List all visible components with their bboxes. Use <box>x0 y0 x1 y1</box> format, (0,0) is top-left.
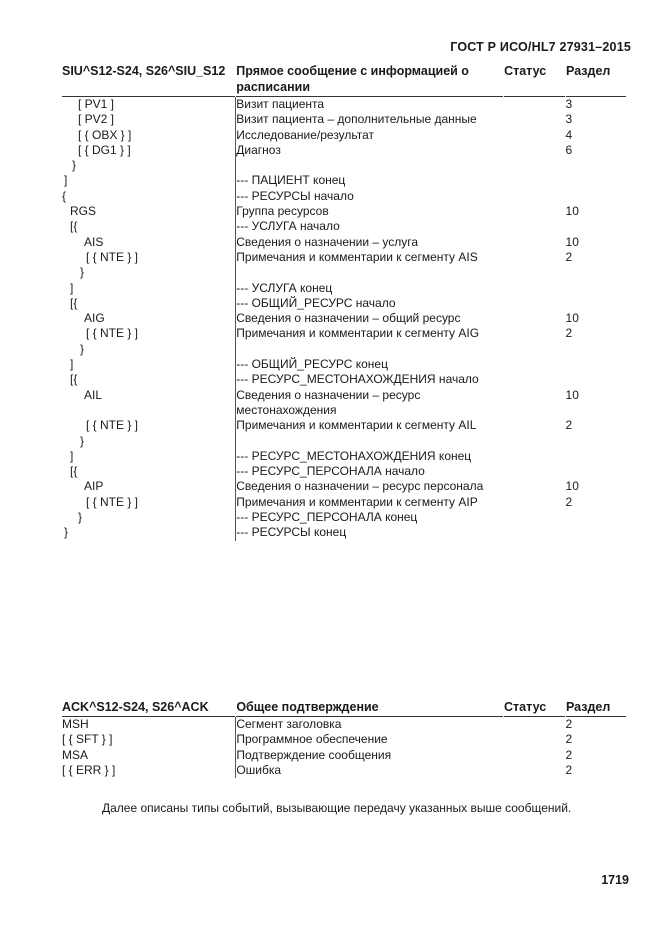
description-cell: Исследование/результат <box>236 128 504 143</box>
section-cell <box>566 357 627 372</box>
description-cell <box>236 158 504 173</box>
segment-cell: [ PV1 ] <box>78 97 115 111</box>
section-cell: 10 <box>565 311 579 326</box>
status-cell <box>504 219 566 234</box>
status-cell <box>504 143 566 158</box>
description-cell: --- РЕСУРСЫ конец <box>236 525 504 540</box>
status-cell <box>504 189 566 204</box>
segment-cell: AIS <box>84 234 104 249</box>
status-cell <box>504 748 566 763</box>
description-cell: Диагноз <box>236 143 504 158</box>
table-row <box>62 479 627 494</box>
segment-cell: [ { NTE } ] <box>86 418 139 433</box>
section-cell: 6 <box>565 142 573 157</box>
table-row <box>62 495 627 510</box>
section-cell: 2 <box>565 494 573 509</box>
segment-cell: ] <box>64 173 68 188</box>
description-cell: Программное обеспечение <box>236 732 504 747</box>
segment-cell: } <box>80 433 85 448</box>
table-row <box>62 158 627 173</box>
table-row <box>62 763 627 778</box>
description-cell: --- ОБЩИЙ_РЕСУРС начало <box>236 296 504 311</box>
table-row <box>62 204 627 219</box>
segment-cell: RGS <box>70 204 97 219</box>
description-cell: --- ОБЩИЙ_РЕСУРС конец <box>236 357 504 372</box>
status-cell <box>504 434 566 449</box>
description-cell: --- ПАЦИЕНТ конец <box>236 173 504 188</box>
table-row <box>62 372 627 387</box>
section-cell <box>566 219 627 234</box>
table-row <box>62 748 627 763</box>
status-cell <box>504 372 566 387</box>
section-cell: 4 <box>565 127 573 142</box>
table-header-row <box>62 63 627 97</box>
section-cell: 2 <box>565 747 573 762</box>
siu-message-structure-table <box>62 63 627 541</box>
ack-message-structure-table <box>62 699 627 778</box>
table-row <box>62 342 627 357</box>
table-row <box>62 434 627 449</box>
status-cell <box>504 479 566 494</box>
section-cell: 2 <box>565 249 573 264</box>
table-row <box>62 326 627 341</box>
segment-cell: [{ <box>70 219 78 234</box>
description-cell: --- РЕСУРС_МЕСТОНАХОЖДЕНИЯ конец <box>236 449 504 464</box>
segment-cell: AIG <box>84 311 105 326</box>
status-cell <box>504 449 566 464</box>
segment-cell: AIP <box>84 479 104 494</box>
document-standard-header: ГОСТ Р ИСО/HL7 27931–2015 <box>450 40 631 54</box>
status-cell <box>504 510 566 525</box>
table-row <box>62 311 627 326</box>
section-cell <box>566 189 627 204</box>
table-row <box>62 717 627 733</box>
status-cell <box>504 342 566 357</box>
section-cell: 10 <box>565 234 579 249</box>
segment-cell: ] <box>70 357 74 372</box>
segment-cell: [ { DG1 } ] <box>78 142 131 157</box>
segment-cell: { <box>62 188 67 203</box>
description-cell: --- УСЛУГА начало <box>236 219 504 234</box>
segment-cell: [ { NTE } ] <box>86 326 139 341</box>
table-row <box>62 189 627 204</box>
table-row <box>62 525 627 540</box>
description-cell: Сведения о назначении – услуга <box>236 235 504 250</box>
status-cell <box>504 158 566 173</box>
segment-cell: } <box>72 158 77 173</box>
section-cell: 3 <box>565 112 573 127</box>
section-cell: 2 <box>565 717 573 731</box>
description-cell: Подтверждение сообщения <box>236 748 504 763</box>
status-cell <box>504 464 566 479</box>
segment-cell: [ PV2 ] <box>78 112 115 127</box>
table-row <box>62 357 627 372</box>
section-cell <box>566 510 627 525</box>
description-cell: Примечания и комментарии к сегменту AIP <box>236 495 504 510</box>
table-body <box>62 97 627 541</box>
section-cell <box>566 464 627 479</box>
table-row <box>62 281 627 296</box>
segment-cell: [ { NTE } ] <box>86 494 139 509</box>
section-cell: 2 <box>565 418 573 433</box>
section-cell <box>566 342 627 357</box>
table-header-row <box>62 699 627 717</box>
status-cell <box>504 112 566 127</box>
status-cell <box>504 525 566 540</box>
table-row <box>62 128 627 143</box>
page-number: 1719 <box>601 873 629 887</box>
status-cell <box>504 326 566 341</box>
section-cell: 2 <box>565 762 573 777</box>
segment-cell: } <box>64 525 69 540</box>
table-body <box>62 717 627 779</box>
segment-cell: [{ <box>70 464 78 479</box>
section-cell: 10 <box>565 387 579 402</box>
segment-cell: } <box>78 510 83 525</box>
header-status: Статус <box>504 700 547 714</box>
header-description: Общее подтверждение <box>236 699 504 717</box>
segment-cell: ] <box>70 280 74 295</box>
section-cell: 10 <box>565 204 579 219</box>
status-cell <box>504 173 566 188</box>
status-cell <box>504 204 566 219</box>
segment-cell: ] <box>70 448 74 463</box>
description-cell: Группа ресурсов <box>236 204 504 219</box>
description-cell: Визит пациента – дополнительные данные <box>236 112 504 127</box>
segment-cell: MSA <box>62 747 89 762</box>
description-cell: Ошибка <box>236 763 504 778</box>
table-row <box>62 97 627 113</box>
description-cell: Примечания и комментарии к сегменту AIS <box>236 250 504 265</box>
segment-cell: [ { ERR } ] <box>62 762 116 777</box>
section-cell <box>566 158 627 173</box>
header-description: Прямое сообщение с информацией о расписании <box>236 63 504 97</box>
status-cell <box>504 265 566 280</box>
segment-cell: [{ <box>70 295 78 310</box>
status-cell <box>504 250 566 265</box>
section-cell <box>566 296 627 311</box>
table-row <box>62 732 627 747</box>
status-cell <box>504 97 566 113</box>
section-cell <box>566 449 627 464</box>
segment-cell: [ { SFT } ] <box>62 732 113 747</box>
table-row <box>62 143 627 158</box>
description-cell: --- РЕСУРСЫ начало <box>236 189 504 204</box>
table-row <box>62 418 627 433</box>
section-cell: 2 <box>565 732 573 747</box>
table-row <box>62 173 627 188</box>
description-cell: Сведения о назначении – ресурс персонала <box>236 479 504 494</box>
header-segment: SIU^S12-S24, S26^SIU_S12 <box>62 64 226 78</box>
segment-cell: [{ <box>70 372 78 387</box>
section-cell <box>566 372 627 387</box>
header-section: Раздел <box>566 64 611 78</box>
header-status: Статус <box>504 64 547 78</box>
description-cell <box>236 434 504 449</box>
description-cell <box>236 265 504 280</box>
table-row <box>62 219 627 234</box>
header-segment: ACK^S12-S24, S26^ACK <box>62 700 209 714</box>
section-cell <box>566 281 627 296</box>
table-row <box>62 510 627 525</box>
header-section: Раздел <box>566 700 611 714</box>
segment-cell: [ { NTE } ] <box>86 249 139 264</box>
section-cell <box>566 265 627 280</box>
description-cell: Примечания и комментарии к сегменту AIG <box>236 326 504 341</box>
segment-cell: [ { OBX } ] <box>78 127 132 142</box>
description-cell: Сведения о назначении – ресурс местонахождения <box>236 388 504 419</box>
status-cell <box>504 732 566 747</box>
segment-cell: MSH <box>62 717 89 731</box>
description-cell: Сведения о назначении – общий ресурс <box>236 311 504 326</box>
description-cell: --- УСЛУГА конец <box>236 281 504 296</box>
description-cell: --- РЕСУРС_ПЕРСОНАЛА конец <box>236 510 504 525</box>
segment-cell: } <box>80 341 85 356</box>
table-row <box>62 265 627 280</box>
description-cell: Сегмент заголовка <box>236 717 504 733</box>
section-cell: 3 <box>565 97 573 111</box>
status-cell <box>504 296 566 311</box>
table-row <box>62 250 627 265</box>
table-row <box>62 449 627 464</box>
section-cell <box>566 525 627 540</box>
description-cell <box>236 342 504 357</box>
status-cell <box>504 357 566 372</box>
status-cell <box>504 495 566 510</box>
status-cell <box>504 418 566 433</box>
status-cell <box>504 311 566 326</box>
status-cell <box>504 763 566 778</box>
description-cell: Примечания и комментарии к сегменту AIL <box>236 418 504 433</box>
description-cell: Визит пациента <box>236 97 504 113</box>
explanatory-note: Далее описаны типы событий, вызывающие передачу указанных выше сообщений. <box>102 801 572 815</box>
segment-cell: AIL <box>84 387 103 402</box>
description-cell: --- РЕСУРС_МЕСТОНАХОЖДЕНИЯ начало <box>236 372 504 387</box>
status-cell <box>504 281 566 296</box>
section-cell: 10 <box>565 479 579 494</box>
section-cell: 2 <box>565 326 573 341</box>
section-cell <box>566 173 627 188</box>
table-row <box>62 464 627 479</box>
section-cell <box>566 434 627 449</box>
table-row <box>62 388 627 419</box>
status-cell <box>504 388 566 419</box>
status-cell <box>504 235 566 250</box>
table-row <box>62 112 627 127</box>
description-cell: --- РЕСУРС_ПЕРСОНАЛА начало <box>236 464 504 479</box>
status-cell <box>504 717 566 733</box>
table-row <box>62 296 627 311</box>
segment-cell: } <box>80 265 85 280</box>
table-row <box>62 235 627 250</box>
status-cell <box>504 128 566 143</box>
